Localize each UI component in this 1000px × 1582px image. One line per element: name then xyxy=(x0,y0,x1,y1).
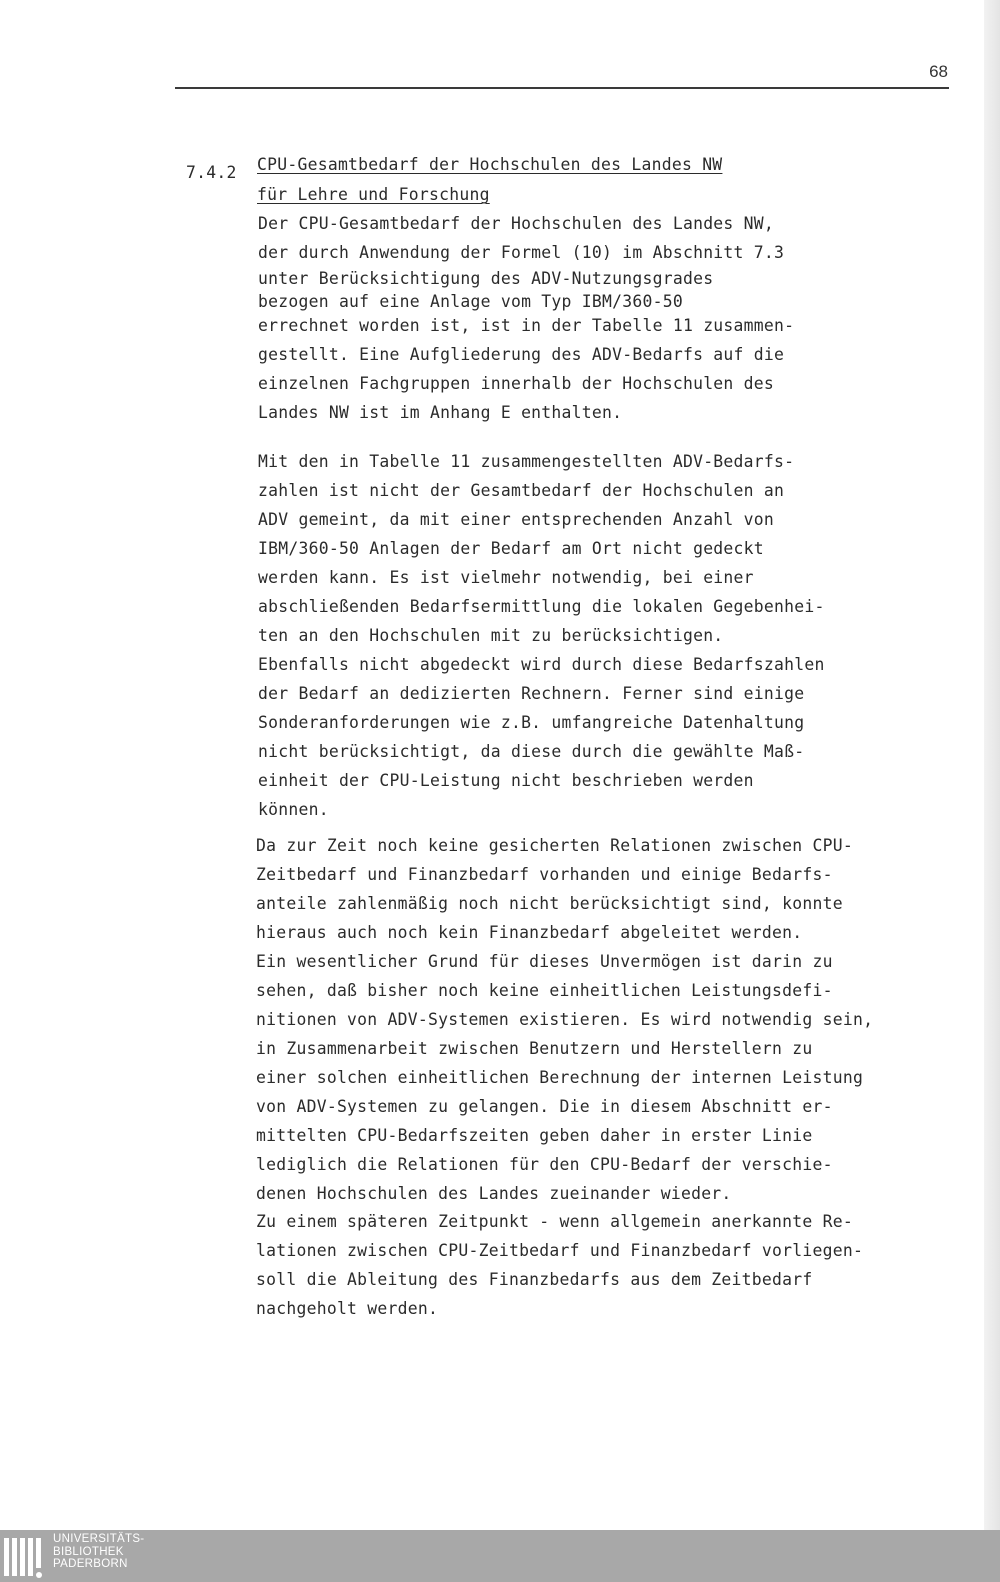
text-line: lationen zwischen CPU-Zeitbedarf und Finanzbedarf vorliegen- xyxy=(256,1241,864,1260)
text-line: von ADV-Systemen zu gelangen. Die in diesem Abschnitt er- xyxy=(256,1097,833,1116)
text-line: mittelten CPU-Bedarfszeiten geben daher in erster Linie xyxy=(256,1126,813,1145)
text-line: abschließenden Bedarfsermittlung die lokalen Gegebenhei- xyxy=(258,597,825,616)
text-line: gestellt. Eine Aufgliederung des ADV-Bedarfs auf die xyxy=(258,345,785,364)
text-line: Zu einem späteren Zeitpunkt - wenn allgemein anerkannte Re- xyxy=(256,1212,853,1231)
text-line: ten an den Hochschulen mit zu berücksichtigen. xyxy=(258,626,724,645)
library-logo-text xyxy=(53,1533,144,1571)
section-number: 7.4.2 xyxy=(186,163,237,182)
logo-line: PADERBORN xyxy=(53,1558,128,1570)
page-right-edge-shadow xyxy=(984,0,1000,1530)
text-line: lediglich die Relationen für den CPU-Bedarf der verschie- xyxy=(256,1155,833,1174)
text-line: Da zur Zeit noch keine gesicherten Relationen zwischen CPU- xyxy=(256,836,853,855)
text-line: Mit den in Tabelle 11 zusammengestellten ADV-Bedarfs- xyxy=(258,452,795,471)
text-line: errechnet worden ist, ist in der Tabelle 11 zusammen- xyxy=(258,316,795,335)
text-line: in Zusammenarbeit zwischen Benutzern und Herstellern zu xyxy=(256,1039,813,1058)
header-rule xyxy=(175,87,949,89)
text-line: Ein wesentlicher Grund für dieses Unvermögen ist darin zu xyxy=(256,952,833,971)
text-line: einer solchen einheitlichen Berechnung der internen Leistung xyxy=(256,1068,864,1087)
text-line: soll die Ableitung des Finanzbedarfs aus dem Zeitbedarf xyxy=(256,1270,813,1289)
text-line: anteile zahlenmäßig noch nicht berücksichtigt sind, konnte xyxy=(256,894,843,913)
text-line: Zeitbedarf und Finanzbedarf vorhanden und einige Bedarfs- xyxy=(256,865,833,884)
section-heading-line-1: CPU-Gesamtbedarf der Hochschulen des Landes NW xyxy=(257,155,723,174)
text-line: sehen, daß bisher noch keine einheitlichen Leistungsdefi- xyxy=(256,981,833,1000)
text-line: nitionen von ADV-Systemen existieren. Es wird notwendig sein, xyxy=(256,1010,874,1029)
text-line: ADV gemeint, da mit einer entsprechenden Anzahl von xyxy=(258,510,775,529)
text-line: einzelnen Fachgruppen innerhalb der Hochschulen des xyxy=(258,374,775,393)
text-line: hieraus auch noch kein Finanzbedarf abgeleitet werden. xyxy=(256,923,803,942)
section-heading-line-2: für Lehre und Forschung xyxy=(257,185,490,204)
logo-line: BIBLIOTHEK xyxy=(53,1545,124,1558)
text-line: Sonderanforderungen wie z.B. umfangreiche Datenhaltung xyxy=(258,713,805,732)
logo-dot-icon xyxy=(36,1572,42,1578)
text-line: denen Hochschulen des Landes zueinander wieder. xyxy=(256,1184,732,1203)
text-line: Ebenfalls nicht abgedeckt wird durch diese Bedarfszahlen xyxy=(258,655,825,674)
text-line: Der CPU-Gesamtbedarf der Hochschulen des Landes NW, xyxy=(258,214,775,233)
footer-bar xyxy=(0,1530,1000,1582)
text-line: der Bedarf an dedizierten Rechnern. Ferner sind einige xyxy=(258,684,805,703)
page-number: 68 xyxy=(929,62,948,81)
text-line: Landes NW ist im Anhang E enthalten. xyxy=(258,403,623,422)
text-line: können. xyxy=(258,800,329,819)
text-line: nachgeholt werden. xyxy=(256,1299,439,1318)
text-line: werden kann. Es ist vielmehr notwendig, bei einer xyxy=(258,568,754,587)
text-line: bezogen auf eine Anlage vom Typ IBM/360-50 xyxy=(258,292,683,311)
logo-line: UNIVERSITÄTS- xyxy=(53,1533,145,1545)
text-line: zahlen ist nicht der Gesamtbedarf der Hochschulen an xyxy=(258,481,785,500)
text-line: unter Berücksichtigung des ADV-Nutzungsgrades xyxy=(258,269,714,288)
text-line: einheit der CPU-Leistung nicht beschrieben werden xyxy=(258,771,754,790)
text-line: nicht berücksichtigt, da diese durch die gewählte Maß- xyxy=(258,742,805,761)
text-line: der durch Anwendung der Formel (10) im Abschnitt 7.3 xyxy=(258,243,785,262)
text-line: IBM/360-50 Anlagen der Bedarf am Ort nicht gedeckt xyxy=(258,539,764,558)
